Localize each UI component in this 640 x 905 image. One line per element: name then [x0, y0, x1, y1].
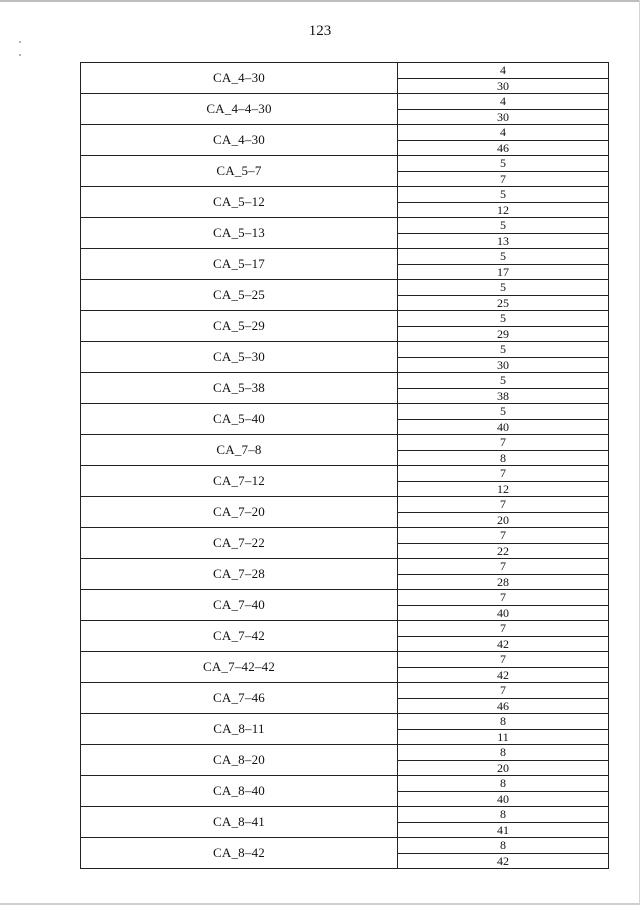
band-value-upper: 7 — [398, 652, 608, 668]
band-combination-table — [80, 62, 609, 869]
scan-top-edge — [0, 0, 640, 2]
band-values-cell — [398, 838, 609, 869]
band-values-stack — [398, 280, 608, 310]
band-value-upper: 5 — [398, 156, 608, 172]
table-row — [81, 404, 609, 435]
band-values-cell — [398, 94, 609, 125]
band-values-cell — [398, 776, 609, 807]
band-values-stack — [398, 652, 608, 682]
band-combination-cell: CA_5–30 — [81, 342, 398, 373]
band-value-lower: 17 — [497, 264, 509, 279]
band-value-upper: 5 — [398, 404, 608, 420]
band-values-cell — [398, 156, 609, 187]
band-value-upper: 7 — [398, 590, 608, 606]
band-combination-cell: CA_8–11 — [81, 714, 398, 745]
table-row — [81, 342, 609, 373]
table-row — [81, 528, 609, 559]
band-values-cell — [398, 714, 609, 745]
band-combination-cell: CA_4–30 — [81, 63, 398, 94]
band-value-upper: 5 — [398, 249, 608, 265]
band-values-stack — [398, 745, 608, 775]
table-row — [81, 714, 609, 745]
band-value-lower: 11 — [497, 729, 509, 744]
table-row — [81, 249, 609, 280]
band-value-upper: 8 — [398, 838, 608, 854]
table-row — [81, 683, 609, 714]
band-combination-cell: CA_5–7 — [81, 156, 398, 187]
band-value-lower: 12 — [497, 202, 509, 217]
band-values-stack — [398, 311, 608, 341]
band-values-cell — [398, 559, 609, 590]
band-combination-cell: CA_7–40 — [81, 590, 398, 621]
table-row — [81, 621, 609, 652]
band-value-lower: 42 — [497, 667, 509, 682]
band-value-upper: 5 — [398, 280, 608, 296]
band-combination-cell: CA_7–42 — [81, 621, 398, 652]
band-values-cell — [398, 466, 609, 497]
band-value-upper: 5 — [398, 342, 608, 358]
band-value-lower: 13 — [497, 233, 509, 248]
table-row — [81, 838, 609, 869]
band-combination-cell: CA_5–38 — [81, 373, 398, 404]
band-values-stack — [398, 63, 608, 93]
band-values-cell — [398, 435, 609, 466]
band-values-cell — [398, 497, 609, 528]
band-value-lower: 20 — [497, 512, 509, 527]
band-value-lower: 22 — [497, 543, 509, 558]
band-value-lower: 8 — [500, 450, 506, 465]
band-value-lower: 42 — [497, 636, 509, 651]
table-row — [81, 590, 609, 621]
band-value-upper: 4 — [398, 63, 608, 79]
band-values-cell — [398, 404, 609, 435]
band-values-cell — [398, 311, 609, 342]
band-values-cell — [398, 745, 609, 776]
table-row — [81, 187, 609, 218]
band-values-stack — [398, 838, 608, 868]
band-value-upper: 4 — [398, 125, 608, 141]
band-values-cell — [398, 280, 609, 311]
table-row — [81, 125, 609, 156]
band-values-cell — [398, 528, 609, 559]
band-value-upper: 4 — [398, 94, 608, 110]
band-values-stack — [398, 590, 608, 620]
band-combination-cell: CA_5–12 — [81, 187, 398, 218]
band-values-stack — [398, 528, 608, 558]
band-combination-cell: CA_7–22 — [81, 528, 398, 559]
band-combination-cell: CA_8–42 — [81, 838, 398, 869]
band-values-stack — [398, 187, 608, 217]
band-value-lower: 30 — [497, 78, 509, 93]
band-values-cell — [398, 125, 609, 156]
band-values-stack — [398, 125, 608, 155]
band-value-upper: 7 — [398, 683, 608, 699]
table-row — [81, 280, 609, 311]
band-value-lower: 20 — [497, 760, 509, 775]
band-value-upper: 7 — [398, 559, 608, 575]
band-combination-cell: CA_5–40 — [81, 404, 398, 435]
band-values-stack — [398, 156, 608, 186]
band-values-cell — [398, 249, 609, 280]
band-combination-cell: CA_5–25 — [81, 280, 398, 311]
band-values-cell — [398, 187, 609, 218]
band-values-cell — [398, 652, 609, 683]
band-combination-cell: CA_5–13 — [81, 218, 398, 249]
page-number: 123 — [308, 23, 332, 39]
band-value-upper: 5 — [398, 311, 608, 327]
band-value-upper: 8 — [398, 714, 608, 730]
table-row — [81, 218, 609, 249]
band-value-upper: 7 — [398, 497, 608, 513]
table-row — [81, 466, 609, 497]
band-combination-cell: CA_7–28 — [81, 559, 398, 590]
band-combination-cell: CA_7–12 — [81, 466, 398, 497]
table-row — [81, 311, 609, 342]
band-value-lower: 40 — [497, 605, 509, 620]
band-value-lower: 28 — [497, 574, 509, 589]
band-values-cell — [398, 590, 609, 621]
band-values-stack — [398, 559, 608, 589]
band-value-lower: 29 — [497, 326, 509, 341]
band-value-upper: 5 — [398, 218, 608, 234]
band-value-upper: 7 — [398, 621, 608, 637]
band-value-lower: 42 — [497, 853, 509, 868]
table-row — [81, 559, 609, 590]
band-combination-cell: CA_5–29 — [81, 311, 398, 342]
band-combination-cell: CA_7–8 — [81, 435, 398, 466]
band-value-lower: 30 — [497, 357, 509, 372]
band-value-lower: 40 — [497, 791, 509, 806]
band-values-stack — [398, 373, 608, 403]
scan-speck — [19, 41, 21, 43]
band-values-cell — [398, 807, 609, 838]
band-combination-cell: CA_8–41 — [81, 807, 398, 838]
band-values-stack — [398, 404, 608, 434]
band-combination-cell: CA_8–20 — [81, 745, 398, 776]
band-combination-cell: CA_5–17 — [81, 249, 398, 280]
table-row — [81, 745, 609, 776]
band-combination-cell: CA_4–30 — [81, 125, 398, 156]
band-values-stack — [398, 466, 608, 496]
table-row — [81, 497, 609, 528]
band-combination-cell: CA_7–46 — [81, 683, 398, 714]
band-combination-cell: CA_7–20 — [81, 497, 398, 528]
band-value-lower: 12 — [497, 481, 509, 496]
band-value-upper: 8 — [398, 745, 608, 761]
table-row — [81, 156, 609, 187]
band-values-stack — [398, 807, 608, 837]
band-value-lower: 46 — [497, 698, 509, 713]
table-row — [81, 807, 609, 838]
table-row — [81, 63, 609, 94]
band-values-stack — [398, 714, 608, 744]
table-row — [81, 776, 609, 807]
band-values-cell — [398, 621, 609, 652]
band-values-stack — [398, 435, 608, 465]
band-values-stack — [398, 621, 608, 651]
band-combination-cell: CA_7–42–42 — [81, 652, 398, 683]
band-value-upper: 8 — [398, 807, 608, 823]
band-values-cell — [398, 373, 609, 404]
band-values-stack — [398, 683, 608, 713]
band-value-lower: 40 — [497, 419, 509, 434]
band-value-upper: 5 — [398, 187, 608, 203]
band-value-upper: 7 — [398, 466, 608, 482]
table-row — [81, 94, 609, 125]
band-combination-cell: CA_8–40 — [81, 776, 398, 807]
band-value-upper: 7 — [398, 435, 608, 451]
band-values-stack — [398, 776, 608, 806]
band-value-lower: 41 — [497, 822, 509, 837]
band-values-stack — [398, 249, 608, 279]
band-values-cell — [398, 218, 609, 249]
table-row — [81, 373, 609, 404]
band-value-lower: 46 — [497, 140, 509, 155]
band-values-stack — [398, 94, 608, 124]
band-values-cell — [398, 63, 609, 94]
table-row — [81, 652, 609, 683]
band-value-lower: 38 — [497, 388, 509, 403]
band-value-lower: 7 — [500, 171, 506, 186]
table-row — [81, 435, 609, 466]
band-value-upper: 5 — [398, 373, 608, 389]
band-value-upper: 8 — [398, 776, 608, 792]
band-values-stack — [398, 342, 608, 372]
band-combination-cell: CA_4–4–30 — [81, 94, 398, 125]
scan-speck — [19, 54, 21, 56]
band-values-stack — [398, 218, 608, 248]
band-values-cell — [398, 683, 609, 714]
band-table-body — [81, 63, 609, 869]
band-values-cell — [398, 342, 609, 373]
band-value-lower: 30 — [497, 109, 509, 124]
band-values-stack — [398, 497, 608, 527]
band-value-upper: 7 — [398, 528, 608, 544]
band-value-lower: 25 — [497, 295, 509, 310]
